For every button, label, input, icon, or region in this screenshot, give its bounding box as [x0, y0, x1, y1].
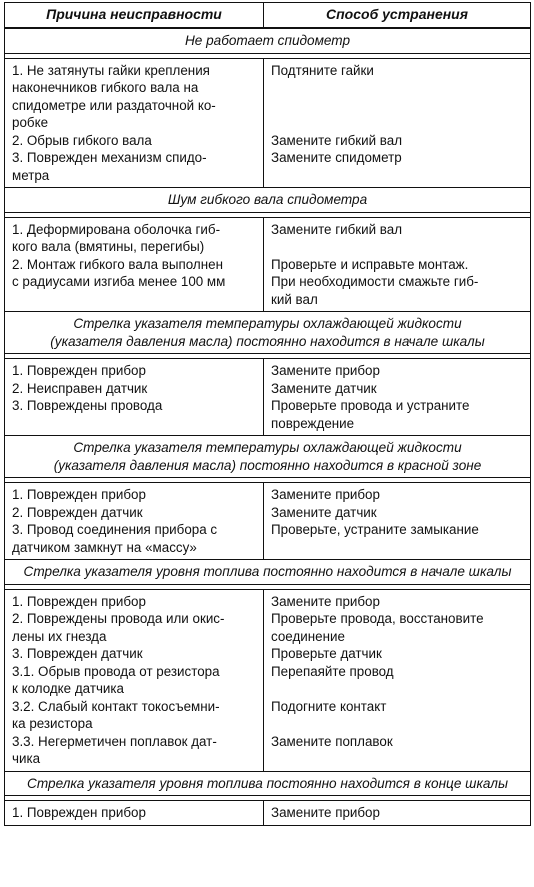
- cause-item: [12, 486, 256, 504]
- text-line: кий вал: [271, 291, 318, 307]
- remedy-item: [271, 593, 523, 611]
- cause-cell: [5, 483, 264, 560]
- text-line: 2. Поврежден датчик: [12, 504, 143, 520]
- section-title-row: [5, 560, 531, 585]
- text-line: Проверьте провода, восстановите: [271, 611, 484, 626]
- cause-item: [12, 397, 256, 432]
- section-body-row: [5, 217, 531, 312]
- text-line: Замените прибор: [271, 363, 380, 378]
- cause-item: [12, 645, 256, 663]
- spacer: [271, 238, 523, 256]
- remedy-item: [271, 521, 523, 556]
- spacer: [12, 415, 256, 433]
- text-line: 2. Повреждены провода или окис-: [12, 611, 225, 626]
- section-title-row: [5, 436, 531, 478]
- remedy-item: [271, 663, 523, 698]
- remedy-item: [271, 62, 523, 132]
- section-title: [5, 771, 531, 796]
- text-line: При необходимости смажьте гиб-: [271, 274, 479, 289]
- remedy-item: [271, 397, 523, 432]
- cause-item: [12, 149, 256, 184]
- text-line: метра: [12, 167, 50, 183]
- section-title-row: [5, 312, 531, 354]
- cause-item: [12, 62, 256, 132]
- text-line: Замените датчик: [271, 504, 377, 520]
- text-line: 3. Поврежден датчик: [12, 646, 143, 661]
- spacer: [271, 750, 523, 768]
- remedy-item: [271, 132, 523, 150]
- text-line: 3.1. Обрыв провода от резистора: [12, 663, 220, 679]
- remedy-item: [271, 645, 523, 663]
- remedy-cell: [264, 801, 531, 826]
- section-body-row: [5, 483, 531, 560]
- text-line: 1. Поврежден прибор: [12, 487, 146, 502]
- text-line: Стрелка указателя уровня топлива постоянно находится в конце шкалы: [27, 775, 508, 791]
- section-body-row: [5, 589, 531, 771]
- text-line: к колодке датчика: [12, 681, 125, 696]
- troubleshooting-table: [4, 2, 531, 826]
- spacer: [271, 97, 523, 115]
- header-remedy: Способ устранения: [264, 3, 531, 29]
- spacer: [12, 291, 256, 309]
- remedy-item: [271, 698, 523, 733]
- cause-item: [12, 521, 256, 556]
- text-line: датчиком замкнут на «массу»: [12, 539, 197, 555]
- section-title: [5, 28, 531, 53]
- text-line: 1. Деформирована оболочка гиб-: [12, 221, 221, 237]
- text-line: 1. Не затянуты гайки крепления: [12, 62, 210, 78]
- text-line: с радиусами изгиба менее 100 мм: [12, 274, 226, 289]
- spacer: [271, 79, 523, 97]
- text-line: Проверьте, устраните замыкание: [271, 522, 479, 537]
- cause-item: [12, 256, 256, 309]
- remedy-item: [271, 733, 523, 768]
- text-line: повреждение: [271, 415, 355, 431]
- text-line: Стрелка указателя температуры охлаждающей жидкости: [73, 440, 462, 455]
- cause-item: [12, 380, 256, 398]
- cause-item: [12, 504, 256, 522]
- text-line: 2. Обрыв гибкого вала: [12, 132, 152, 148]
- remedy-item: [271, 486, 523, 504]
- text-line: наконечников гибкого вала на: [12, 80, 199, 95]
- troubleshooting-page: [4, 2, 530, 826]
- remedy-cell: [264, 589, 531, 771]
- text-line: кого вала (вмятины, перегибы): [12, 239, 205, 254]
- remedy-item: [271, 221, 523, 256]
- text-line: Замените прибор: [271, 805, 380, 820]
- text-line: Перепаяйте провод: [271, 663, 394, 679]
- text-line: Стрелка указателя температуры охлаждающей жидкости: [73, 316, 462, 331]
- text-line: 3.3. Негерметичен поплавок дат-: [12, 733, 217, 749]
- cause-cell: [5, 801, 264, 826]
- remedy-item: [271, 804, 523, 822]
- cause-item: [12, 221, 256, 256]
- text-line: 1. Поврежден прибор: [12, 363, 146, 378]
- cause-item: [12, 733, 256, 768]
- text-line: Замените спидометр: [271, 150, 402, 165]
- text-line: Проверьте и исправьте монтаж.: [271, 256, 469, 272]
- cause-item: [12, 698, 256, 733]
- text-line: лены их гнезда: [12, 628, 107, 644]
- text-line: 3.2. Слабый контакт токосъемни-: [12, 698, 220, 714]
- cause-item: [12, 610, 256, 645]
- text-line: 2. Монтаж гибкого вала выполнен: [12, 256, 223, 272]
- text-line: Подогните контакт: [271, 698, 387, 714]
- text-line: 2. Неисправен датчик: [12, 380, 148, 396]
- section-title-row: [5, 188, 531, 213]
- section-title: [5, 560, 531, 585]
- text-line: Шум гибкого вала спидометра: [167, 192, 368, 207]
- remedy-item: [271, 149, 523, 184]
- section-title-row: [5, 28, 531, 53]
- spacer: [271, 167, 523, 185]
- section-body-row: [5, 359, 531, 436]
- text-line: 3. Провод соединения прибора с: [12, 522, 218, 537]
- text-line: (указателя давления масла) постоянно находится в начале шкалы: [50, 333, 485, 349]
- header-row: [5, 3, 531, 29]
- text-line: Замените гибкий вал: [271, 132, 403, 148]
- spacer: [271, 680, 523, 698]
- text-line: 3. Поврежден механизм спидо-: [12, 150, 207, 165]
- cause-item: [12, 663, 256, 698]
- text-line: Проверьте провода и устраните: [271, 398, 470, 413]
- text-line: ка резистора: [12, 716, 93, 731]
- cause-item: [12, 362, 256, 380]
- remedy-item: [271, 504, 523, 522]
- remedy-item: [271, 362, 523, 380]
- remedy-cell: [264, 359, 531, 436]
- header-cause: Причина неисправности: [5, 3, 264, 29]
- section-body-row: [5, 58, 531, 188]
- section-body-row: [5, 801, 531, 826]
- cause-cell: [5, 589, 264, 771]
- text-line: Замените прибор: [271, 487, 380, 502]
- section-title: [5, 436, 531, 478]
- text-line: 1. Поврежден прибор: [12, 805, 146, 820]
- spacer: [271, 715, 523, 733]
- text-line: Замените поплавок: [271, 733, 393, 749]
- table-body: [5, 28, 531, 825]
- cause-item: [12, 804, 256, 822]
- remedy-item: [271, 380, 523, 398]
- text-line: Проверьте датчик: [271, 646, 382, 661]
- remedy-cell: [264, 483, 531, 560]
- spacer: [271, 539, 523, 557]
- cause-cell: [5, 58, 264, 188]
- cause-cell: [5, 217, 264, 312]
- section-title-row: [5, 771, 531, 796]
- text-line: Подтяните гайки: [271, 62, 374, 78]
- text-line: спидометре или раздаточной ко-: [12, 97, 216, 113]
- section-title: [5, 312, 531, 354]
- cause-item: [12, 132, 256, 150]
- remedy-item: [271, 256, 523, 309]
- remedy-cell: [264, 217, 531, 312]
- section-title: [5, 188, 531, 213]
- text-line: соединение: [271, 628, 345, 644]
- remedy-item: [271, 610, 523, 645]
- text-line: Замените датчик: [271, 380, 377, 396]
- text-line: Не работает спидометр: [184, 33, 351, 48]
- text-line: Стрелка указателя уровня топлива постоянно находится в начале шкалы: [23, 564, 512, 579]
- text-line: 3. Повреждены провода: [12, 398, 163, 413]
- text-line: (указателя давления масла) постоянно находится в красной зоне: [53, 457, 482, 473]
- text-line: чика: [12, 751, 41, 766]
- cause-cell: [5, 359, 264, 436]
- remedy-cell: [264, 58, 531, 188]
- text-line: Замените гибкий вал: [271, 221, 403, 237]
- spacer: [271, 114, 523, 132]
- text-line: робке: [12, 115, 49, 130]
- cause-item: [12, 593, 256, 611]
- text-line: 1. Поврежден прибор: [12, 593, 146, 609]
- text-line: Замените прибор: [271, 593, 380, 609]
